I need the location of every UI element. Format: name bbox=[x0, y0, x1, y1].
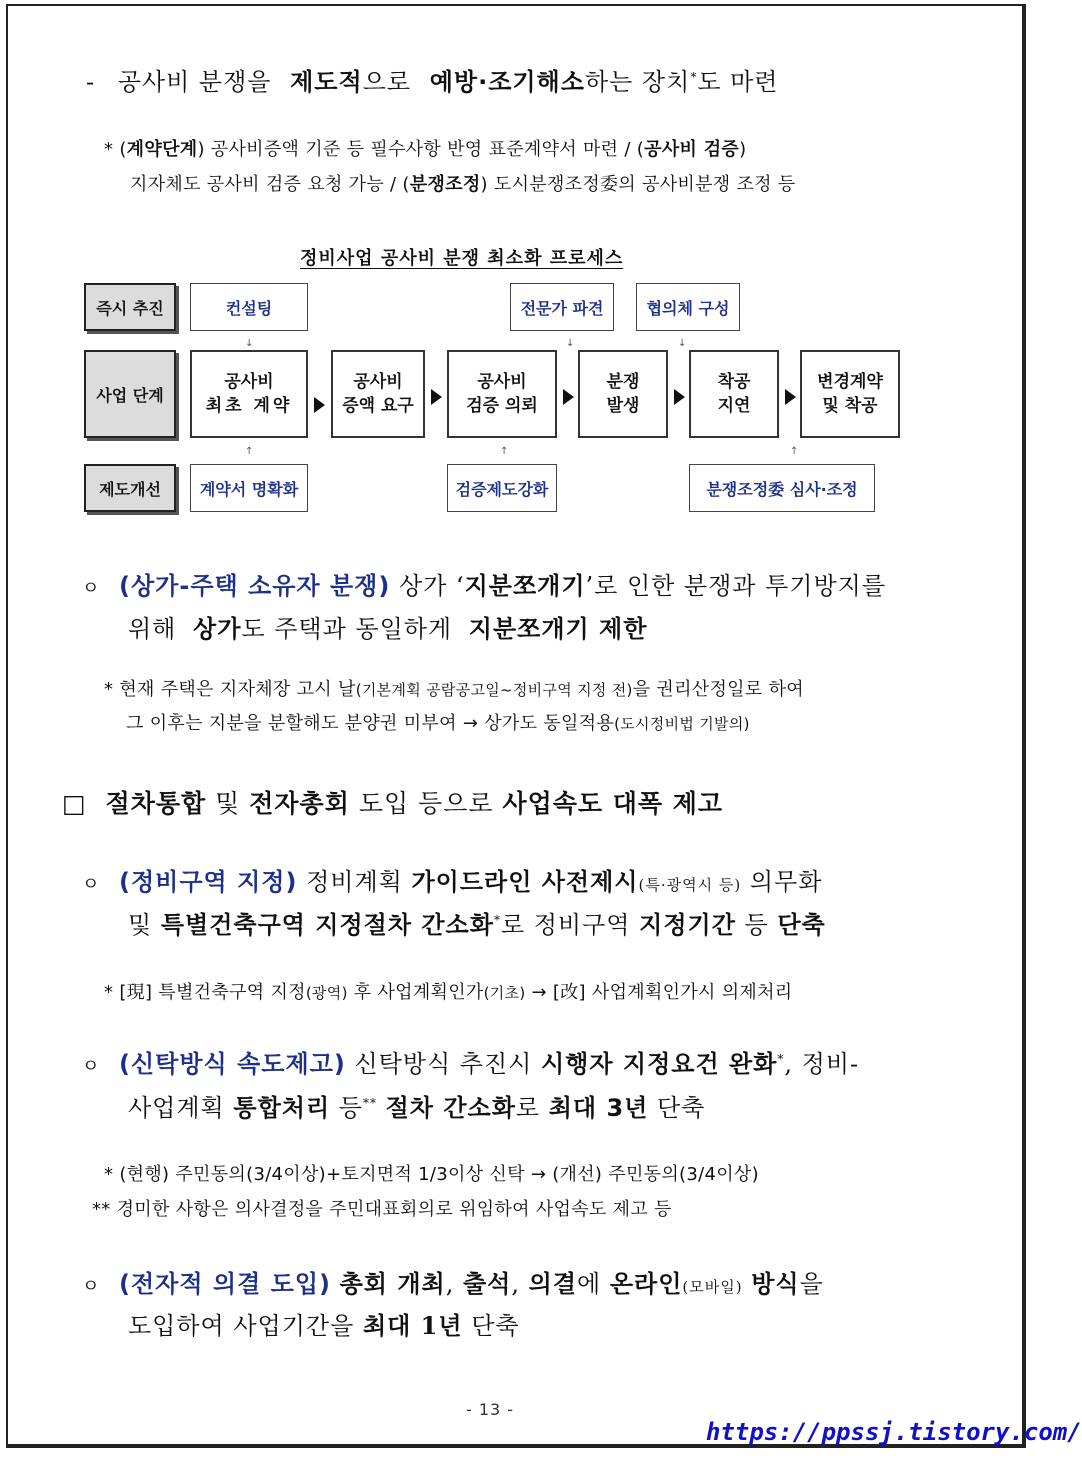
note-right-date-line2 bbox=[126, 709, 750, 735]
intro-text-2: 으로 bbox=[362, 68, 412, 96]
flow-arrow bbox=[563, 389, 574, 405]
bullet-bold: 최대 3년 bbox=[548, 1094, 649, 1122]
note-bold-verify: 공사비 검증 bbox=[644, 139, 740, 160]
circle-marker: ㅇ bbox=[82, 874, 101, 895]
bullet-zone-designation bbox=[82, 862, 822, 897]
bullet-bold: 통합처리 bbox=[233, 1094, 331, 1122]
stage-line: 착공 bbox=[717, 372, 751, 392]
heading-text: 및 bbox=[215, 789, 241, 818]
bullet-bold: 의결 bbox=[528, 1270, 578, 1298]
bullet-bold: 지분쪼개기 bbox=[464, 572, 586, 600]
bullet-bold: 상가 bbox=[193, 615, 242, 643]
stage-line: 공사비 bbox=[477, 372, 527, 392]
dash-marker: - bbox=[86, 68, 96, 96]
stage-line: 변경계약 bbox=[817, 372, 883, 392]
bullet-text: 신탁방식 추진시 bbox=[354, 1050, 533, 1078]
bullet-bold: 시행자 지정요건 완화 bbox=[541, 1050, 778, 1078]
box-council: 협의체 구성 bbox=[636, 283, 740, 331]
note-text: → [改] 사업계획인가시 의제처리 bbox=[531, 982, 793, 1003]
bullet-text: 사업계획 bbox=[128, 1094, 225, 1122]
bullet-small: (특·광역시 등) bbox=[638, 876, 742, 894]
bullet-heading: (정비구역 지정) bbox=[119, 868, 298, 896]
bullet-text: 로 정비구역 bbox=[500, 911, 631, 939]
heading-bold: 절차통합 bbox=[105, 789, 207, 818]
stage-amended-contract bbox=[800, 350, 900, 438]
note-text: ) 공사비증액 기준 등 필수사항 반영 표준계약서 마련 / ( bbox=[197, 139, 645, 160]
bullet-bold: 방식 bbox=[751, 1270, 800, 1298]
bullet-bold: 특별건축구역 지정절차 간소화 bbox=[160, 911, 494, 939]
bullet-text: 도입하여 사업기간을 bbox=[128, 1312, 355, 1340]
stage-line: 최초 계약 bbox=[205, 396, 293, 416]
source-url[interactable]: https://ppssj.tistory.com/ bbox=[706, 1418, 1082, 1446]
intro-line bbox=[86, 62, 779, 97]
row-label-immediate: 즉시 추진 bbox=[84, 283, 176, 331]
stage-construction-delay bbox=[689, 350, 779, 438]
note-text: 현재 주택은 지자체장 고시 날 bbox=[119, 679, 356, 700]
note-text: 그 이후는 지분을 분할해도 분양권 미부여 → 상가도 동일적용 bbox=[126, 713, 615, 734]
bullet-heading: (상가-주택 소유자 분쟁) bbox=[119, 572, 391, 600]
bullet-bold: 가이드라인 사전제시 bbox=[411, 868, 639, 896]
bullet-text: , bbox=[445, 1270, 455, 1298]
bullet-text: 로 bbox=[515, 1094, 541, 1122]
stage-line: 공사비 bbox=[353, 372, 403, 392]
footnote-mark: * bbox=[690, 70, 698, 84]
footnote-mark: * bbox=[493, 913, 501, 927]
bullet-zone-designation-line2 bbox=[128, 905, 826, 940]
note-contract bbox=[104, 135, 746, 161]
note-star: * bbox=[104, 679, 114, 700]
bullet-text: 상가 ‘ bbox=[398, 572, 465, 600]
note-small: (광역) bbox=[305, 984, 348, 1002]
section-heading-speed bbox=[62, 784, 723, 820]
box-dispute-mediation: 분쟁조정委 심사·조정 bbox=[689, 464, 875, 512]
bullet-bold: 온라인 bbox=[609, 1270, 683, 1298]
square-marker: □ bbox=[62, 789, 87, 818]
bullet-bold: 지정기간 bbox=[639, 911, 736, 939]
row-label-stage: 사업 단계 bbox=[84, 350, 176, 438]
intro-text-3: 하는 장치 bbox=[584, 68, 691, 96]
intro-text-4: 도 마련 bbox=[697, 68, 779, 96]
stage-line: 검증 의뢰 bbox=[466, 396, 538, 416]
box-contract-clarify: 계약서 명확화 bbox=[190, 464, 308, 512]
note-bold-dispute: 분쟁조정 bbox=[409, 174, 481, 195]
note-star: * bbox=[104, 139, 114, 160]
note-right-date bbox=[104, 675, 804, 701]
note-text: ) bbox=[739, 139, 747, 160]
heading-text: 도입 등으로 bbox=[358, 789, 494, 818]
note-contract-line2 bbox=[130, 170, 796, 196]
bullet-bold: 총회 개최 bbox=[339, 1270, 446, 1298]
stage-line: 및 착공 bbox=[822, 396, 878, 416]
note-text: ) 도시분쟁조정委의 공사비분쟁 조정 등 bbox=[480, 174, 796, 195]
bullet-text: 및 bbox=[128, 911, 153, 939]
intro-bold-1: 제도적 bbox=[290, 68, 363, 96]
bullet-trust-method-line2 bbox=[128, 1088, 705, 1123]
bullet-text: 정비계획 bbox=[306, 868, 403, 896]
bullet-text: 등 bbox=[338, 1094, 363, 1122]
down-arrow-3: ↓ bbox=[678, 338, 687, 349]
bullet-bold: 최대 1년 bbox=[362, 1311, 463, 1340]
up-arrow-3: ↑ bbox=[790, 446, 799, 457]
stage-line: 지연 bbox=[717, 396, 751, 416]
diagram-title: 정비사업 공사비 분쟁 최소화 프로세스 bbox=[300, 248, 624, 269]
footnote-mark: ** bbox=[362, 1096, 377, 1110]
note-special-zone bbox=[104, 978, 793, 1004]
bullet-commercial-housing bbox=[82, 566, 886, 601]
bullet-bold: 단축 bbox=[777, 911, 826, 939]
bullet-electronic-vote-line2 bbox=[128, 1306, 520, 1341]
note-text: [現] 특별건축구역 지정 bbox=[119, 982, 306, 1003]
down-arrow-2: ↓ bbox=[566, 338, 575, 349]
stage-dispute-occurs bbox=[578, 350, 668, 438]
stage-line: 발생 bbox=[606, 396, 640, 416]
box-consulting: 컨설팅 bbox=[190, 283, 308, 331]
bullet-bold: 출석 bbox=[462, 1270, 512, 1298]
bullet-text: 위해 bbox=[128, 615, 177, 643]
bullet-small: (모바일) bbox=[682, 1278, 743, 1296]
heading-bold: 사업속도 대폭 제고 bbox=[502, 789, 724, 818]
stage-line: 공사비 bbox=[224, 372, 274, 392]
bullet-text: 을 bbox=[799, 1270, 824, 1298]
bullet-text: 의무화 bbox=[749, 868, 823, 896]
stage-increase-request bbox=[331, 350, 425, 438]
bullet-electronic-vote bbox=[82, 1264, 824, 1299]
note-trust-minor: ** 경미한 사항은 의사결정을 주민대표회의로 위임하여 사업속도 제고 등 bbox=[92, 1199, 672, 1220]
flow-arrow bbox=[785, 389, 796, 405]
page-number: - 13 - bbox=[466, 1400, 515, 1419]
flow-arrow bbox=[314, 397, 325, 413]
note-text: 후 사업계획인가 bbox=[353, 982, 484, 1003]
note-trust-current: * (현행) 주민동의(3/4이상)+토지면적 1/3이상 신탁 → (개선) 주민동의(3/4이상) bbox=[104, 1164, 759, 1185]
circle-marker: ㅇ bbox=[82, 578, 101, 599]
stage-line: 증액 요구 bbox=[342, 396, 414, 416]
note-small: (기본계획 공람공고일~정비구역 지정 전) bbox=[355, 681, 633, 699]
flow-arrow bbox=[674, 389, 685, 405]
note-star: * bbox=[104, 982, 114, 1003]
intro-text-1: 공사비 분쟁을 bbox=[117, 68, 272, 96]
circle-marker: ㅇ bbox=[82, 1056, 101, 1077]
bullet-bold: 지분쪼개기 제한 bbox=[468, 615, 648, 643]
bullet-commercial-housing-line2 bbox=[128, 609, 647, 644]
bullet-text: 에 bbox=[577, 1270, 602, 1298]
bullet-bold: 절차 간소화 bbox=[385, 1094, 516, 1122]
up-arrow-1: ↑ bbox=[245, 446, 254, 457]
note-text: 지자체도 공사비 검증 요청 가능 / ( bbox=[130, 174, 410, 195]
bullet-text: 단축 bbox=[656, 1094, 706, 1122]
note-small: (기초) bbox=[483, 984, 526, 1002]
circle-marker: ㅇ bbox=[82, 1276, 101, 1297]
stage-verification-request bbox=[447, 350, 557, 438]
up-arrow-2: ↑ bbox=[500, 446, 509, 457]
box-expert-dispatch: 전문가 파견 bbox=[510, 283, 614, 331]
row-label-improvement: 제도개선 bbox=[84, 464, 176, 512]
note-bold-contract: 계약단계 bbox=[126, 139, 198, 160]
footnote-mark: * bbox=[777, 1052, 785, 1066]
bullet-text: ’로 인한 분쟁과 투기방지를 bbox=[585, 572, 887, 600]
note-text: 을 권리산정일로 하여 bbox=[632, 679, 804, 700]
down-arrow-1: ↓ bbox=[245, 338, 254, 349]
note-text: ( bbox=[119, 139, 127, 160]
box-verification-strengthen: 검증제도강화 bbox=[447, 464, 557, 512]
bullet-text: , 정비- bbox=[784, 1050, 860, 1078]
stage-line: 분쟁 bbox=[606, 372, 640, 392]
flow-arrow bbox=[431, 389, 442, 405]
bullet-text: , bbox=[511, 1270, 520, 1298]
intro-bold-2: 예방·조기해소 bbox=[429, 68, 585, 96]
bullet-text: 단축 bbox=[471, 1312, 520, 1340]
heading-bold: 전자총회 bbox=[249, 789, 350, 818]
note-small: (도시정비법 기발의) bbox=[614, 715, 750, 733]
bullet-heading: (신탁방식 속도제고) bbox=[119, 1050, 346, 1078]
bullet-heading: (전자적 의결 도입) bbox=[119, 1270, 331, 1298]
stage-initial-contract bbox=[190, 350, 308, 438]
bullet-trust-method bbox=[82, 1044, 859, 1079]
bullet-text: 도 주택과 동일하게 bbox=[241, 615, 453, 643]
bullet-text: 등 bbox=[744, 911, 769, 939]
